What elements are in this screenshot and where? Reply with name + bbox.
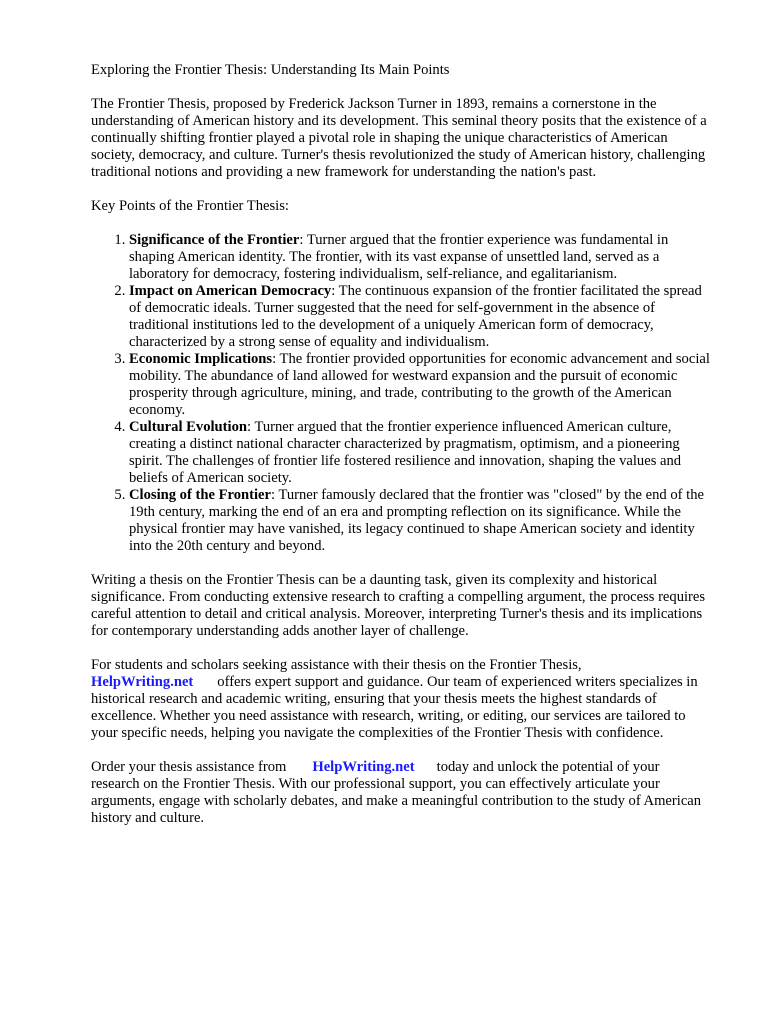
key-points-heading: Key Points of the Frontier Thesis: <box>91 198 289 214</box>
key-point-item <box>129 283 711 351</box>
order-text-before: Order your thesis assistance from <box>91 759 287 775</box>
key-point-item <box>129 351 711 419</box>
helpwriting-link[interactable]: HelpWriting.net <box>312 759 415 775</box>
key-points-list <box>91 232 711 555</box>
key-point-item <box>129 487 711 555</box>
key-point-item <box>129 419 711 487</box>
order-paragraph <box>91 759 711 827</box>
key-point-term: Cultural Evolution <box>129 419 247 435</box>
key-point-text: : Turner famously declared that the frontier was "closed" by the end of the 19th century, marking the end of an era and prompting reflection on its significance. While the physical frontier may have vanished, its legacy continued to shape American society and identity into the 20th century and beyond. <box>129 487 705 554</box>
key-point-term: Significance of the Frontier <box>129 232 300 248</box>
assistance-text-after: offers expert support and guidance. Our team of experienced writers specializes in historical research and academic writing, ensuring that your thesis meets the highest standards of excellence. Whether you need assistance with research, writing, or editing, our services are tailored to your specific needs, helping you navigate the complexities of the Frontier Thesis with confidence. <box>91 674 698 741</box>
key-point-item <box>129 232 711 283</box>
key-point-term: Closing of the Frontier <box>129 487 272 503</box>
key-point-text: : Turner argued that the frontier experience was fundamental in shaping American identity. The frontier, with its vast expanse of unsettled land, served as a laboratory for democracy, fostering individualism, self-reliance, and egalitarianism. <box>129 232 669 282</box>
key-point-text: : Turner argued that the frontier experience influenced American culture, creating a distinct national character characterized by pragmatism, optimism, and a pioneering spirit. The challenges of frontier life fostered resilience and innovation, shaping the values and beliefs of American society. <box>129 419 682 486</box>
order-text-after: today and unlock the potential of your research on the Frontier Thesis. With our professional support, you can effectively articulate your arguments, engage with scholarly debates, and make a meaningful contribution to the study of American history and culture. <box>91 759 702 826</box>
document-page <box>91 62 711 844</box>
page-title: Exploring the Frontier Thesis: Understanding Its Main Points <box>91 62 450 78</box>
key-point-text: : The continuous expansion of the frontier facilitated the spread of democratic ideals. Turner suggested that the need for self-government in the absence of traditional institutions led to the development of a uniquely American form of democracy, characterized by a strong sense of equality and individualism. <box>129 283 702 350</box>
writing-paragraph: Writing a thesis on the Frontier Thesis can be a daunting task, given its complexity and historical significance. From conducting extensive research to crafting a compelling argument, the process requires careful attention to detail and critical analysis. Moreover, interpreting Turner's thesis and its implications for contemporary understanding adds another layer of challenge. <box>91 572 706 639</box>
intro-paragraph: The Frontier Thesis, proposed by Frederick Jackson Turner in 1893, remains a cornerstone in the understanding of American history and its development. This seminal theory posits that the existence of a continually shifting frontier played a pivotal role in shaping the unique characteristics of American society, democracy, and culture. Turner's thesis revolutionized the study of American history, challenging traditional notions and providing a new framework for understanding the nation's past. <box>91 96 707 180</box>
helpwriting-link[interactable]: HelpWriting.net <box>91 674 194 690</box>
key-point-term: Impact on American Democracy <box>129 283 332 299</box>
assistance-text-before: For students and scholars seeking assistance with their thesis on the Frontier Thesis, <box>91 657 582 673</box>
key-point-term: Economic Implications <box>129 351 273 367</box>
assistance-paragraph <box>91 657 711 742</box>
key-point-text: : The frontier provided opportunities for economic advancement and social mobility. The abundance of land allowed for westward expansion and the pursuit of economic prosperity through agriculture, mining, and trade, contributing to the growth of the American economy. <box>129 351 710 418</box>
